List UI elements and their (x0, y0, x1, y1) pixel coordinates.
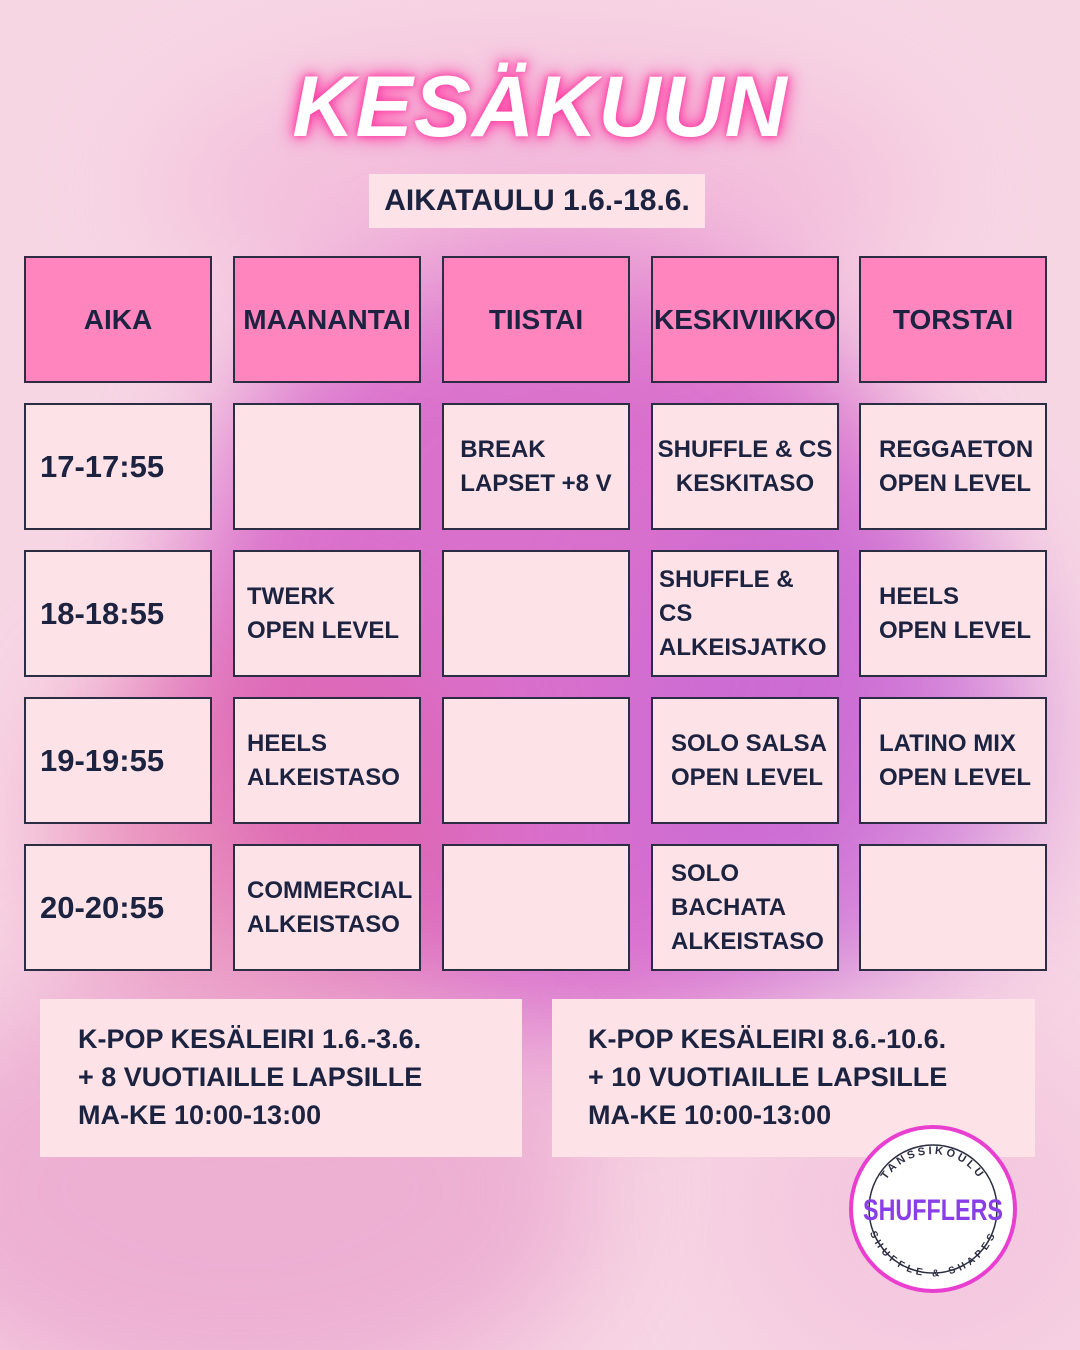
class-cell-thu-1: REGGAETON OPEN LEVEL (859, 403, 1047, 530)
class-cell-mon-1 (233, 403, 421, 530)
header-tiistai: TIISTAI (442, 256, 630, 383)
camp-2-time: MA-KE 10:00-13:00 (588, 1100, 832, 1130)
class-cell-thu-2: HEELS OPEN LEVEL (859, 550, 1047, 677)
time-slot-3: 19-19:55 (24, 697, 212, 824)
class-cell-tue-4 (442, 844, 630, 971)
header-maanantai: MAANANTAI (233, 256, 421, 383)
time-slot-1: 17-17:55 (24, 403, 212, 530)
camp-1-title: K-POP KESÄLEIRI 1.6.-3.6. (78, 1024, 422, 1054)
camp-1-time: MA-KE 10:00-13:00 (78, 1100, 322, 1130)
class-cell-thu-4 (859, 844, 1047, 971)
class-cell-wed-3: SOLO SALSA OPEN LEVEL (651, 697, 839, 824)
class-cell-tue-3 (442, 697, 630, 824)
camp-2-title: K-POP KESÄLEIRI 8.6.-10.6. (588, 1024, 947, 1054)
time-slot-4: 20-20:55 (24, 844, 212, 971)
header-torstai: TORSTAI (859, 256, 1047, 383)
schedule-subtitle: AIKATAULU 1.6.-18.6. (369, 174, 705, 228)
time-slot-2: 18-18:55 (24, 550, 212, 677)
class-cell-wed-1: SHUFFLE & CS KESKITASO (651, 403, 839, 530)
class-cell-mon-4: COMMERCIAL ALKEISTASO (233, 844, 421, 971)
page-title: KESÄKUUN (292, 59, 788, 155)
class-cell-mon-3: HEELS ALKEISTASO (233, 697, 421, 824)
logo-bottom-text: SHUFFLE & SHAPES (867, 1229, 999, 1280)
camp-2-age: + 10 VUOTIAILLE LAPSILLE (588, 1062, 948, 1092)
logo-top-text: TANSSIKOULU (878, 1144, 988, 1182)
camp-info-1 (40, 999, 522, 1157)
class-cell-thu-3: LATINO MIX OPEN LEVEL (859, 697, 1047, 824)
class-cell-tue-1: BREAK LAPSET +8 V (442, 403, 630, 530)
class-cell-mon-2: TWERK OPEN LEVEL (233, 550, 421, 677)
header-aika: AIKA (24, 256, 212, 383)
class-cell-wed-4: SOLO BACHATA ALKEISTASO (651, 844, 839, 971)
class-cell-tue-2 (442, 550, 630, 677)
shufflers-logo (848, 1124, 1018, 1294)
header-keskiviikko: KESKIVIIKKO (651, 256, 839, 383)
class-cell-wed-2: SHUFFLE & CS ALKEISJATKO (651, 550, 839, 677)
camp-1-age: + 8 VUOTIAILLE LAPSILLE (78, 1062, 423, 1092)
logo-name: SHUFFLERS (863, 1194, 1003, 1227)
